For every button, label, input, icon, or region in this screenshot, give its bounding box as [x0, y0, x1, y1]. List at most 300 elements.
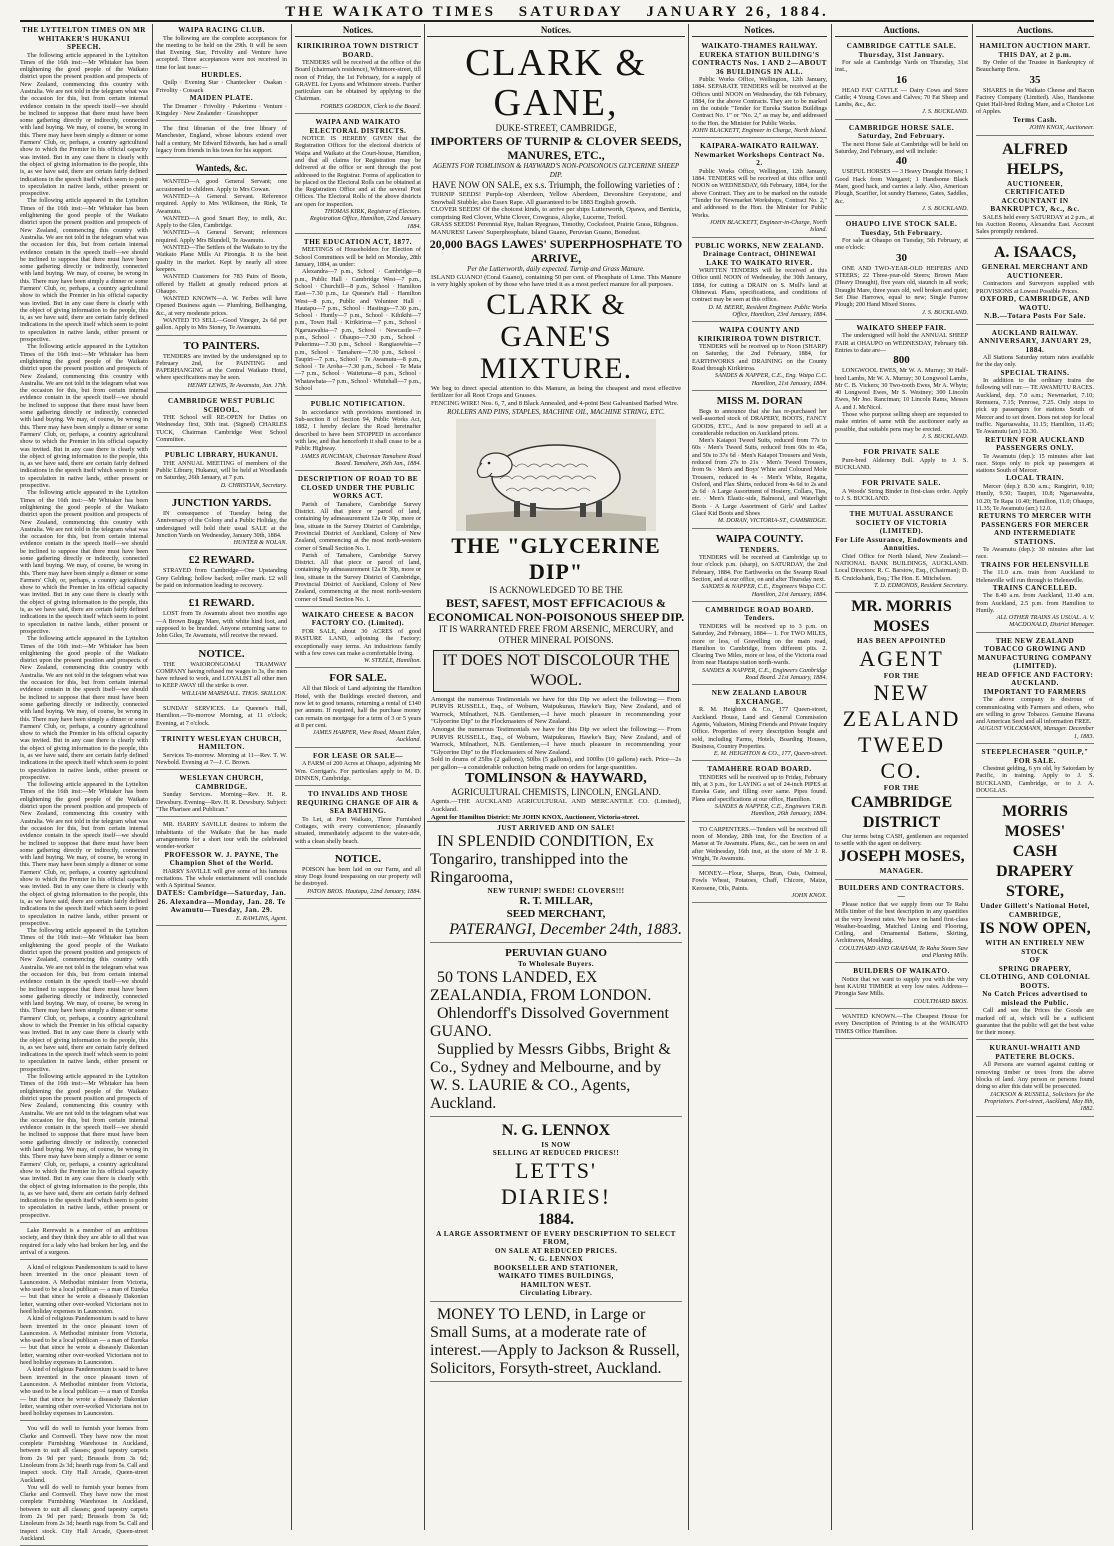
- ad-heading: WESLEYAN CHURCH, CAMBRIDGE.: [179, 774, 264, 791]
- column-notices: [295, 24, 421, 1530]
- news-text: A kind of religious Pandemonium is said to have been invented in the once pleasant town of Launceston. A Methodist minister from Victoria, who used to be a local publican — a man of Eureka — but that since he wrote a diseasely Dakonian letter, warning other over-worked Victorians not to heed holiday expenses in Launceston.: [20, 1315, 149, 1367]
- notice-ad: [295, 40, 421, 114]
- ad-heading: DIARIES!: [500, 1183, 612, 1209]
- product-clover: CLOVER SEEDS! Of the choicest kinds, to arrive per ships Lutterworth, Opawa, and Benicia, comprising Red Clover, White Clover, Cowgrass, Alsyke, Lucerne, Trefoil.: [431, 206, 681, 221]
- tender-ad: [692, 240, 827, 323]
- testimonials: Amongst the numerous Testimonials we have for this Dip we select the following:— From PURVIS RUSSELL, Esq., of Woburn, Waipukurau, Hawke's Bay, New Zealand, and of Warrock, Milnathort, N.B. Gentlemen,—I have much pleasure in recommending your "Glycerine Dip" to the Flockmasters of New Zealand.: [431, 695, 681, 726]
- ad-heading: TO INVALIDS AND THOSE REQUIRING CHANGE OF AIR & SEA BATHING.: [296, 790, 420, 816]
- lower-ads: [427, 821, 685, 1384]
- ad-text: In accordance with provisions mentioned in Sub-section 8 of Section 94, Public Works Act, 1882, I hereby declare the Road hereinafter described to have been STOPPED in accordance with law, and that henceforth it shall cease to be a Public Highway.: [295, 408, 421, 453]
- racing-intro: The following are the complete acceptances for the meeting to be held on the 29th. It will be seen that Evening Star, Frivolity and Venture have accepted. Three acceptances were not received in time for last issue:—: [156, 34, 287, 71]
- auction-ad: [835, 122, 968, 216]
- tender-ad: [692, 40, 827, 138]
- ad-heading: TAMAHERE ROAD BOARD.: [707, 765, 812, 774]
- ad-heading: BUILDERS OF WAIKATO.: [853, 967, 950, 976]
- ad-heading: CAMBRIDGE CATTLE SALE.: [846, 42, 957, 50]
- ad-text: Notice that we want to supply you with the very best KAURI TIMBER at very low rates. Address—Pirongia Saw Mills.: [835, 975, 968, 998]
- ad-heading: PERUVIAN GUANO: [505, 947, 607, 960]
- racing-title: WAIPA RACING CLUB.: [178, 26, 265, 34]
- race-name: MAIDEN PLATE.: [189, 94, 254, 103]
- ad-text: A FARM of 200 Acres at Ohaupo, adjoining Mr Wm. Corrigan's. For particulars apply to M. D. DINNEN, Cambridge.: [295, 760, 421, 782]
- ad-text: Public Works Office, Wellington, 12th January, 1884. TENDERS will be received at this office until NOON on WEDNESDAY, 6th February, 1884, for the above Contract. They are to be marked on the outside "Tender for Newmarket Workshops, Contract No. 2," and addressed to the Hon. the Minister for Public Works.: [692, 167, 827, 219]
- article-body: The following article appeared in the Lyttelton Times of the 16th inst:—Mr Whitaker has been enlightening the good people of the Waikato district upon the present position and prospects of New Zealand, commencing this country with Australia. We are not told in the telegram what was the occasion for this, but from certain internal evidence contain in the speech itself—we should be inclined to suppose that there must have been some gathering directly or indirectly, connected with land buying. We may, of course, be wrong in this. There may have been simply a dinner or some Farmers' Club, or, perhaps, a country agricultural show to which the Premier in his official capacity was invited. But in any case there is clearly with the object of giving information to the people, this is, as we have said, there are certain fairly defined indications in the speech itself which seem to point to speculation in native lands, either present or prospective.: [20, 51, 148, 198]
- product-turnip: TURNIP SEEDS! Purple-top Aberdeen, Yellow Aberdeen, Devonshire Greystone, and Snowball Stubble; also Essex Rape. All guaranteed to be 1883 English growth.: [431, 191, 681, 206]
- news-text: A kind of religious Pandemonium is said to have been invented in the once pleasant town of Launceston. A Methodist minister from Victoria, who used to be a local publican — a man of Eureka — but that since he wrote a diseasely Dakonian letter, warning other over-worked Victorians not to heed holiday expenses in Launceston.: [20, 1366, 149, 1418]
- wanted-section: [156, 160, 287, 335]
- ad-signature: JAMES HARPER, View Road, Mount Eden, Auckland.: [312, 729, 421, 744]
- column-heading: Auctions.: [976, 24, 1094, 37]
- article-body: The following article appeared in the Lyttelton Times of the 16th inst:—Mr Whitaker has been enlightening the good people of the Waikato district upon the present position and prospects of New Zealand, commencing this country with Australia. We are not told in the telegram what was the occasion for this, but from certain internal evidence contain in the speech itself—we should be inclined to suppose that there must have been some gathering directly or indirectly, connected with land buying. We may, of course, be wrong in this. There may have been simply a dinner or some Farmers' Club, or, perhaps, a country agricultural show to which the Premier in his official capacity was invited. But in any case there is clearly with the object of giving information to the people, this is, as we have said, there are certain fairly defined indications in the speech itself which seem to point to speculation in native lands, either present or prospective.: [20, 927, 148, 1073]
- auction-ad: [835, 218, 968, 320]
- ad-signature: WILLIAM MARSHALL. THOS. SKILLON.: [181, 689, 287, 697]
- tender-ad: [692, 324, 827, 391]
- ad-text: TENDERS will be received at the office of the Board (chairman's residence), Whitmore-street, till noon of Friday, the 1st February, for a supply of GRAVEL for Lyons and Whitmore streets. Further particulars can be obtained by applying to the Chairman.: [295, 59, 421, 103]
- ad-text: POISON has been laid on our Farm, and all stray Dogs found trespassing on our property will be destroyed.: [295, 865, 421, 888]
- ad-date: Tuesday, 5th February.: [860, 228, 943, 237]
- column-auctions: [835, 24, 968, 1530]
- product-fencing: FENCING WIRE! Nos. 6, 7, and 8 Black Annealed, and 4-point Best Galvanised Barbed Wire.: [431, 399, 679, 407]
- notice-ad: [295, 473, 421, 607]
- ad-heading: THE EDUCATION ACT, 1877.: [303, 237, 413, 246]
- ad-signature: ALL OTHER TRAINS AS USUAL. A. V. MACDONALD, District Manager.: [996, 614, 1094, 629]
- tender-ad: [692, 824, 827, 866]
- timber-ad: [835, 882, 968, 963]
- notice-ad: [156, 646, 287, 701]
- ad-text: Chestnut gelding, 6 yrs old, by Satordam by Pacific, in training. Apply to J. S. BUCKLAND, Cambridge, or to J. A. DOUGLAS.: [976, 765, 1094, 794]
- ad-signature: AUGUST VOLCKMANN, Manager. December 1, 1883.: [978, 725, 1094, 740]
- ad-text: All that Block of Land adjoining the Hamilton Hotel, with the Buildings erected thereon, and now let to good tenants, returning a rental of £140 per annum. If required, half the purchase money can remain on mortgage for a term of 3 or 5 years at 8 per cent.: [295, 685, 421, 729]
- ad-heading: NEW ZEALAND LABOUR EXCHANGE.: [711, 689, 808, 706]
- ad-heading: No Catch Prices advertised to mislead the Public.: [982, 990, 1088, 1007]
- ad-heading: KURANUI-WHAITI AND PATETERE BLOCKS.: [989, 1044, 1081, 1061]
- auction-ad: [835, 322, 968, 444]
- ad-signature: JOHN BLACKETT, Engineer in Charge, North Island.: [692, 127, 827, 135]
- ad-text: LOST from Te Awamutu about two months ago—A Brown Buggy Mare, with white hind foot, and supposed to be branded. Anyone returning same to John Giles, Te Awamutu, will receive the reward.: [156, 610, 287, 640]
- ad-text: 50 TONS LANDED, EX ZEALANDIA, FROM LONDON.: [430, 968, 652, 1004]
- ad-heading: AGENT: [859, 645, 944, 671]
- issue-date: JANUARY 26, 1884.: [646, 4, 829, 20]
- ad-heading: WAIPA COUNTY AND KIRIKIRIROA TOWN DISTRICT.: [697, 326, 822, 343]
- ad-list: Alexandra—7 p.m., School · Cambridge—8 p.m., Public Hall · Cambridge West—7 p.m., School · Churchill—8 p.m., School · Hamilton East—7.30 p.m., Le Quesne's Hall · Hamilton West—8 p.m., Public and Volunteer Hall · Hautapu—7 p.m., School · Hastings—7.30 p.m., School · Huntly—7 p.m., School · Kihikihi—7 p.m., Town Hall · Kirikiriroa—7 p.m., School · Ngaruawahia—7 p.m., School · Newcastle—7 p.m., School · Ohaupo—7.30 p.m., School · Pukerimu—7.30 p.m., School · Rangiaowhia—7 p.m., School · Tamahere—7.30 p.m., School · Taupiri—7 p.m., School · Te Awamutu—8 p.m., School · Te Aroha—7.30 p.m., School · Te Mata—7 p.m., School · Waitetuna—8 p.m., School · Whatawhata—7 p.m., School · Whitehall—7 p.m., School: [295, 268, 421, 393]
- ad-signature: J. S. BUCKLAND.: [922, 432, 968, 440]
- news-item: [20, 1225, 148, 1260]
- tobacco-ad: [976, 635, 1094, 744]
- ad-subheading: Newmarket Workshops Contract No. 2.: [694, 150, 825, 168]
- ad-signature: COULTHARD BROS.: [913, 997, 968, 1005]
- ad-heading: THE NEW ZEALAND TOBACCO GROWING AND MANUFACTURING COMPANY (LIMITED).: [977, 636, 1093, 671]
- ad-text: HARRY SAVILLE will give some of his famous recitations. The whole entertainment will conclude with A Spiritual Seance.: [156, 867, 287, 890]
- ad-signature: T. D. EDMONDS, Resident Secretary.: [874, 582, 968, 590]
- ad-heading: £2 REWARD.: [188, 554, 255, 567]
- ad-text: Call and see the Prices the Goods are marked off at, which will be a sufficient guarantee that the public will get the best value for their money.: [976, 1007, 1094, 1037]
- ad-text: WANTED KNOWN.—The Cheapest House for every Description of Printing is at the WAIKATO TIMES Office Hamilton.: [835, 1013, 968, 1035]
- ad-text: Please notice that we supply from our Te Rahu Mills timber of the best description in any quantities at the very lowest rates. We have on hand first-class Weather-boarding, Matched Lining and Flooring, Ceiling, and Ornamental Battens, Skirting, Architraves, Moulding.: [835, 900, 968, 945]
- tweed-ad: [835, 595, 968, 880]
- ad-heading: IS NOW: [541, 1140, 571, 1149]
- ad-subheading: For Life Assurance, Endowments and Annuities.: [835, 535, 968, 553]
- ad-heading: CLOTHING, AND COLONIAL BOOTS.: [979, 973, 1091, 990]
- ad-text: THE ANNUAL MEETING of members of the Public Library, Hukanui, will be held at Woodlands on Saturday, 26th January, at 7 p.m.: [156, 459, 287, 482]
- news-text: A kind of religious Pandemonium is said to have been invented in the once pleasant town of Launceston. A Methodist minister from Victoria, who used to be a local publican — a man of Eureka — but that since he wrote a diseasely Dakonian letter, warning other over-worked Victorians not to heed holiday expenses in Launceston.: [20, 1264, 149, 1315]
- timber-ad: [835, 965, 968, 1009]
- ad-heading: NEW TURNIP! SWEDE! CLOVERS!!!: [487, 886, 625, 895]
- ad-text: SHARES in the Waikato Cheese and Bacon Factory Company (Limited). Also, Handsome Quiet Half-bred Riding Mare, and a Choice Lot of Apples.: [976, 86, 1094, 116]
- ad-signature: SANDES & NAPPER, C.E., Engineers T.R.B. Hamilton, 26th January, 1884.: [714, 803, 827, 818]
- railway-ad: [976, 327, 1094, 633]
- ad-text: FOR SALE, about 30 ACRES of good PASTURE LAND, adjoining the Factory; exceptionally easy terms. An industrious family with a few cows can make a comfortable living.: [295, 627, 421, 657]
- ad-signature: SANDES & NAPPER, C.E., Engineers Cambridge Road Board. 21st January, 1884.: [702, 666, 827, 682]
- ad-text: WRITTEN TENDERS will be received at this Office until NOON of Wednesday, the 30th January, 1884, for cutting a DRAIN on S. Mull's land at Ohinewai. Plans, specifications, and conditions of contract may be seen at this office.: [692, 267, 827, 304]
- ad-text: Mercer (dep.): 8.30 a.m.; Rangiriri, 9.10; Huntly, 9.50; Taupiri, 10.8; Ngaruawahia, 10.20; Te Rapa 10.40; Hamilton, 11.0; Ohaupo, 11.35; Te Awamutu (arr.) 12.0.: [976, 482, 1094, 512]
- drapery-ad: [692, 393, 827, 529]
- column-rule: [831, 24, 832, 1530]
- ad-heading: JUST ARRIVED AND ON SALE!: [497, 824, 615, 833]
- ad-signature: SANDES & NAPPER, C.E., Eng. Waipa C.C. Hamilton, 21st January, 1884.: [714, 372, 827, 387]
- bags-heading: 20,000 BAGS LAWES' SUPERPHOSPHATE TO ARRIVE,: [429, 236, 683, 265]
- ad-heading: KAIPARA-WAIKATO RAILWAY.: [700, 142, 819, 151]
- ad-heading: ALFRED HELPS,: [1002, 140, 1068, 178]
- ad-heading: WAIKATO CHEESE & BACON FACTORY CO. (Limited).: [301, 610, 415, 628]
- issue-day: SATURDAY: [518, 4, 624, 20]
- ad-heading: TO PAINTERS.: [183, 339, 260, 352]
- ad-text: LONGWOOL EWES, Mr W. A. Murray; 30 Half-bred Lambs, Mr W. A. Murray; 30 Longwool Lambs, Mr C. B. Vickers; 30 Two-tooth Ewes, Mr A. Whyte; 40 Longwool Ewes, Mr S. Westney; 300 Lincoln Ewes, Mr Jno. Ranciman; 10 Lincoln Rams, Messrs A. and J. McNicol.: [835, 367, 968, 411]
- ad-heading: A LARGE ASSORTMENT OF EVERY DESCRIPTION TO SELECT FROM,: [436, 1229, 676, 1247]
- column-rule: [152, 24, 153, 1530]
- notice-ad: [295, 116, 421, 234]
- ad-heading: HAMILTON WEST.: [520, 1280, 592, 1289]
- news-item: [20, 1423, 148, 1546]
- ad-heading: FOR PRIVATE SALE: [863, 448, 940, 457]
- column-heading: Notices.: [427, 24, 685, 37]
- library-ad: [156, 449, 287, 493]
- ad-text: ONE AND TWO-YEAR-OLD HEIFERS AND STEERS; 22 Three-year-old Steers; Brown Mare (Heavy Draught), five years old, staunch in all work; Draught Mare, three years old, well broken and quiet; Set Dise Harrows, equal to new; Single Furrow Plough; 200 Hand Mixed Stores.: [835, 264, 968, 309]
- timber-warning-ad: [976, 1042, 1094, 1116]
- ad-heading: AUCKLAND RAILWAY.: [991, 328, 1079, 337]
- lot-count: 35: [1029, 73, 1041, 86]
- ad-text: All Stations Saturday return rates available for the day only.: [976, 354, 1094, 369]
- ad-heading: DRAPERY STORE,: [996, 863, 1074, 901]
- ad-text: Services To-morrow. Morning at 11—Rev. T. W. Newbold. Evening at 7—J. C. Brown.: [156, 751, 287, 767]
- sizes: Sold in drums of 25lbs (2 gallons), 50lbs (5 gallons), and 100lbs (10 gallons) each. Price—2s per gallon—a considerable reduction being made on orders for large quantities.: [431, 756, 681, 771]
- ad-heading: IS NOW OPEN,: [979, 920, 1091, 938]
- section-heading: Wanteds, &c.: [156, 162, 287, 175]
- ad-signature: COULTHARD AND GRAHAM, Te Rahu Steam Saw and Planing Mills.: [839, 944, 968, 960]
- ad-dates: DATES: Cambridge—Saturday, Jan. 26. Alexandra—Monday, Jan. 28. Te Awamutu—Tuesday, Jan. 29.: [156, 889, 287, 915]
- ad-date: THIS DAY, at 2 p.m.: [998, 50, 1072, 59]
- ad-heading: DESCRIPTION OF ROAD TO BE CLOSED UNDER THE PUBLIC WORKS ACT.: [297, 475, 419, 501]
- notice-ad: [295, 609, 421, 668]
- advertiser-name: CLARK & GANE,: [465, 42, 647, 124]
- ad-text: The above company is desirous of communicating with Farmers and others, who are willing to grow Tobacco. Genuine Havana and American Seed and all information FREE.: [976, 696, 1094, 726]
- ad-signature: SANDES & NAPPER, C.E., Engineers Waipa C.C. Hamilton, 21st January, 1884.: [701, 583, 827, 598]
- sale-ad: [835, 446, 968, 475]
- wanted-ad: WANTED TO SELL—Good Vineger, 2s 6d per gallon. Apply to Mrs Stoney, Te Awamutu.: [156, 317, 287, 332]
- wanted-ad: WANTED—A General Servant; references required. Apply Mrs Blundell, Te Awamutu.: [156, 229, 287, 244]
- ad-heading: £1 REWARD.: [188, 597, 255, 610]
- column-rule: [424, 24, 425, 1530]
- ad-text: TENDERS will be received at Cambridge up to four o'clock p.m. (sharp), on SATURDAY, the 2nd February, 1884. For Earthworks on the Swamp Road Section, and at our office, on and after Thursday next.: [692, 554, 827, 584]
- news-text: Lake Rerewahi is a member of an ambitious society, and they think they are able to all that was required for a lady who had broken her leg, and the arrival of a surgeon.: [20, 1227, 148, 1256]
- product-rollers: ROLLERS AND PINS, STAPLES, MACHINE OIL, MACHINE STRING, ETC.: [447, 407, 665, 416]
- ad-heading: OXFORD, CAMBRIDGE, AND WAOTU.: [979, 295, 1091, 312]
- maker-name: TOMLINSON & HAYWARD,: [465, 771, 647, 787]
- ad-heading: TRAINS FOR HELENSVILLE: [980, 560, 1090, 569]
- ad-heading: CASH: [1012, 843, 1058, 861]
- ad-text: Te Awamutu (dep.): 15 minutes after last race. Stops only to pick up passengers at stations South of Mercer.: [976, 452, 1094, 475]
- ad-heading: PUBLIC LIBRARY, HUKANUI.: [164, 451, 279, 460]
- church-ad: [156, 733, 287, 771]
- race-entries: The Dreamer · Frivolity · Pukerimu · Venture · Kingsley · New Zealander · Grasshopper: [156, 102, 287, 117]
- ad-text: STRAYED from Cambridge—One Upstanding Grey Gelding; hollow backed; roller mark. £2 will be paid on information leading to recovery.: [156, 567, 287, 590]
- ad-text: R. M. Heighton & Co., 177 Queen-street, Auckland. House, Land and General Commission Agents, Valuators, Mining Friends and Private Inquiry Office. Properties of every description bought and sold, including Farms, Hotels, Boarding Houses, Business, Country Properties.: [692, 706, 827, 750]
- lower-left-ads: [427, 822, 685, 1384]
- ad-heading: LETTS': [515, 1157, 597, 1183]
- millar-ad: [430, 822, 682, 943]
- ad-text: Contractors and Surveyors supplied with PROVISIONS at Lowest Possible Prices.: [976, 280, 1094, 295]
- labour-ad: [692, 687, 827, 761]
- ad-heading: SPRING DRAPERY,: [998, 964, 1072, 973]
- ad-text: IN SPLENDID CONDITION, Ex Tongariro, transhipped into the Ringarooma,: [430, 832, 654, 886]
- tender-ad: [692, 531, 827, 602]
- product-island-guano: ISLAND GUANO! (Coral Guano), containing 50 per cent. of Phosphate of Lime. This Manure is very highly spoken of by those who have tried it as a most perfect manure for all purposes.: [431, 273, 681, 289]
- ad-heading: OF: [1029, 956, 1041, 965]
- ad-heading: JUNCTION YARDS.: [171, 496, 272, 509]
- ad-text: TENDERS are invited by the undersigned up to February 2nd, for PAINTING and PAPERHANGING at the Central Waikato Hotel, where specifications may be seen.: [156, 352, 287, 382]
- lennox-ad: [430, 1119, 682, 1302]
- ad-heading: BUILDERS AND CONTRACTORS.—: [838, 883, 965, 901]
- column-clark-gane: [427, 24, 685, 1530]
- ad-signature: E. M. HEIGHTON & CO., 177, Queen-street.: [713, 750, 827, 758]
- ad-signature: JOHN KNOX.: [791, 892, 827, 900]
- testimonials: Amongst the numerous Testimonials we have for this Dip we select the following:— From PURVIS RUSSELL, Esq., of Woburn, Waipukurau, Hawke's Bay, New Zealand, and of Warrock, Milnathort, N.B. Gentlemen,—I have much pleasure in recommending your "Glycerine Dip" to the Flockmasters of New Zealand.: [431, 725, 681, 756]
- ad-signature: J. S. BUCKLAND.: [922, 108, 968, 116]
- ad-signature: E. RAWLINS, Agent.: [235, 914, 287, 922]
- ad-text: Sunday Services. Morning—Rev. H. R. Dewsbury. Evening—Rev. H. R. Dewsbury. Subject: "The Pharisee and Publican.": [156, 791, 287, 814]
- ad-text: Supplied by Messrs Gibbs, Bright & Co., Sydney and Melbourne, and by W. S. LAURIE & CO., Agents, Auckland.: [430, 1040, 671, 1112]
- ad-heading: CAMBRIDGE,: [1008, 910, 1062, 919]
- race-entries: Quilp · Evening Star · Chantecleer · Osakan · Frivolity · Cossack: [156, 79, 287, 94]
- article-title: THE LYTTELTON TIMES ON MR WHITAKER'S HUKANUI SPEECH.: [22, 26, 146, 51]
- ad-text: Parish of Tamahere, Cambridge Survey District. All that piece or parcel of land, containing by admeasurement 12a 0r 30p, more or less, situate in the Survey District of Cambridge, Provincial District of Auckland, Colony of New Zealand, commencing at the most north-western corner of Small Section No. 1.: [295, 500, 421, 552]
- lot-count: 40: [896, 155, 907, 168]
- ad-heading: NOTICE.: [334, 852, 382, 865]
- school-ad: [156, 395, 287, 447]
- ad-heading: RETURN FOR AUCKLAND PASSENGERS ONLY.: [985, 435, 1085, 453]
- column-racing: [156, 24, 287, 1530]
- ad-heading: OHAUPO LIVE STOCK SALE.: [845, 220, 958, 229]
- ad-text: Ohlendorff's Dissolved Government GUANO.: [430, 1004, 669, 1040]
- article-body: The following article appeared in the Lyttelton Times of the 16th inst:—Mr Whitaker has been enlightening the good people of the Waikato district upon the present position and prospects of New Zealand, commencing this country with Australia. We are not told in the telegram what was the occasion for this, but from certain internal evidence contain in the speech itself—we should be inclined to suppose that there must have been some gathering directly or indirectly, connected with land buying. We may, of course, be wrong in this. There may have been simply a dinner or some Farmers' Club, or, perhaps, a country agricultural show to which the Premier in his official capacity was invited. But in any case there is clearly with the object of giving information to the people, this is, as we have said, there are certain fairly defined indications in the speech itself which seem to point to speculation in native lands, either present or prospective.: [20, 635, 148, 781]
- news-text: You will do well to furnish your homes from Clarke and Cornwell. They have now the most complete Furnishing Warehouse in Auckland, between to suit all classes; good tapestry carpets from 2s 9d per yard; Brussels from 3s 6d; Linoleum from 2s 3d; hearth rugs from 5s. Call and inspect stock. City Hall Arcade, Queen-street Auckland.: [20, 1425, 148, 1484]
- column-notices-2: [692, 24, 827, 1530]
- ad-signature: JACKSON & RUSSELL, Solicitors for the Proprietors. Fort-street, Auckland, May 8th, 1882.: [984, 1090, 1094, 1113]
- race-name: HURDLES.: [201, 70, 242, 79]
- ad-text: MR. HARRY SAVILLE desires to inform the inhabitants of the Waikato that he has made arrangements for a short tour with the celebrated wonder-worker: [156, 821, 287, 851]
- ad-heading: THE MUTUAL ASSURANCE SOCIETY OF VICTORIA (LIMITED).: [849, 510, 954, 536]
- church-ad: [156, 772, 287, 817]
- ad-heading: WAIKATO SHEEP FAIR.: [856, 323, 947, 332]
- ad-heading: R. T. MILLAR,: [519, 895, 593, 908]
- ad-signature: FORBES GORDON, Clerk to the Board.: [320, 102, 421, 110]
- ad-heading: CAMBRIDGE HORSE SALE.: [848, 123, 955, 132]
- column-heading: Auctions.: [835, 24, 968, 37]
- money-ad: [430, 1304, 682, 1382]
- ad-heading: MANAGER.: [879, 867, 924, 876]
- wanted-ad: WANTED Customers for 783 Pairs of Boots, offered by Hallett at greatly reduced prices at Ohaupo.: [156, 273, 287, 295]
- ad-text: MEETINGS of Householders for Election of School Committees will be held on Monday, 28th January, 1884, as under:: [295, 246, 421, 269]
- lot-count: 16: [896, 73, 907, 86]
- ad-subheading: ANNIVERSARY, JANUARY 29, 1884.: [978, 337, 1092, 354]
- ad-signature: JOHN KNOX, Auctioneer.: [1029, 124, 1094, 132]
- wool-banner: IT DOES NOT DISCOLOUR THE WOOL.: [433, 650, 679, 692]
- ad-text: For sale at Cambridge Yards on Thursday, 31st inst.,: [835, 59, 968, 74]
- agents-hamilton: Agent for Hamilton District: Mr JOHN KNOX, Auctioneer, Victoria-street.: [431, 813, 640, 821]
- ad-signature: JOHN BLACKETT, Engineer-in-Charge, North Island.: [709, 218, 827, 234]
- article-body: The following article appeared in the Lyttelton Times of the 16th inst:—Mr Whitaker has been enlightening the good people of the Waikato district upon the present position and prospects of New Zealand, commencing this country with Australia. We are not told in the telegram what was the occasion for this, but from certain internal evidence contain in the speech itself—we should be inclined to suppose that there must have been some gathering directly or indirectly, connected with land buying. We may, of course, be wrong in this. There may have been simply a dinner or some Farmers' Club, or, perhaps, a country agricultural show to which the Premier in his official capacity was invited. But in any case there is clearly with the object of giving information to the people, this is, as we have said, there are certain fairly defined indications in the speech itself which seem to point to speculation in native lands, either present or prospective.: [20, 343, 148, 490]
- notice-ad: [295, 236, 421, 396]
- ad-subheading: Tenders.: [744, 614, 775, 623]
- article-body: The following article appeared in the Lyttelton Times of the 16th inst:—Mr Whitaker has been enlightening the good people of the Waikato district upon the present position and prospects of New Zealand, commencing this country with Australia. We are not told in the telegram what was the occasion for this, but from certain internal evidence contain in the speech itself—we should be inclined to suppose that there must have been some gathering directly or indirectly, connected with land buying. We may, of course, be wrong in this. There may have been simply a dinner or some Farmers' Club, or, perhaps, a country agricultural show to which the Premier in his official capacity was invited. But in any case there is clearly with the object of giving information to the people, this is, as we have said, there are certain fairly defined indications in the speech itself which seem to point to speculation in native lands, either present or prospective.: [20, 197, 148, 344]
- tender-ad: [692, 604, 827, 685]
- paper-name: THE WAIKATO TIMES: [285, 4, 496, 20]
- ad-text: NOTICE IS HEREBY GIVEN that the Registration Offices for the electoral districts of Waipa and Waikato at the Court-house, Hamilton, and that all claims for Registration may be delivered at the office or sent through the post addressed to the Registrar. Forms of application to be placed on the Electoral Rolls can be obtained at the Registration Office and at the several Post Offices. The Electoral Rolls of the above districts are open for inspection.: [295, 135, 421, 208]
- notice-ad: [295, 851, 421, 899]
- ad-text: A Woods' String Binder in first-class order. Apply to J. S. BUCKLAND.: [835, 487, 968, 503]
- column-auctions-2: [976, 24, 1094, 1530]
- ad-signature: D. CHRISTIAN, Secretary.: [220, 481, 287, 489]
- wanted-ad: WANTED—A good Smart Boy, to milk, &c. Apply to the Glen, Cambridge.: [156, 214, 287, 230]
- ad-text: HEAD FAT CATTLE — Dairy Cows and Store Cattle; 4 Young Cows and Calves; 70 Fat Sheep and Lambs, &c., &c.: [835, 86, 968, 109]
- advertiser-tagline: IMPORTERS OF TURNIP & CLOVER SEEDS, MANURES, ETC.,: [430, 134, 682, 162]
- agents-auckland: Agents.—THE AUCKLAND AGRICULTURAL AND MERCANTILE CO. (Limited), Auckland.: [431, 798, 681, 814]
- product-manures: MANURES! Lawes' Superphosphate, Island Guano, Peruvian Guano, Bonedust.: [431, 228, 641, 236]
- article: [20, 24, 148, 1223]
- ad-heading: HAMILTON AUCTION MART.: [979, 42, 1091, 50]
- racing-club: [156, 24, 287, 121]
- assurance-ad: [835, 508, 968, 593]
- ad-heading: WAIKATO TIMES BUILDINGS,: [498, 1272, 614, 1281]
- ad-heading: MISS M. DORAN: [716, 394, 803, 407]
- ad-heading: FOR THE: [883, 671, 920, 680]
- ad-text: MONEY.—Flour, Sharps, Bran, Oats, Oatmeal, Fowls Wheat, Potatoes, Chaff, Chicore, Maize, Kerosene, Oils, Paints.: [692, 870, 827, 892]
- sheep-illustration: [456, 419, 656, 531]
- ad-subheading: Drainage Contract, OHINEWAI LAKE TO WAIKATO RIVER.: [702, 250, 817, 267]
- article-body: The following article appeared in the Lyttelton Times of the 16th inst:—Mr Whitaker has been enlightening the good people of the Waikato district upon the present position and prospects of New Zealand, commencing this country with Australia. We are not told in the telegram what was the occasion for this, but from certain internal evidence contain in the speech itself—we should be inclined to suppose that there must have been some gathering directly or indirectly, connected with land buying. We may, of course, be wrong in this. There may have been simply a dinner or some Farmers' Club, or, perhaps, a country agricultural show to which the Premier in his official capacity was invited. But in any case there is clearly with the object of giving information to the people, this is, as we have said, there are certain fairly defined indications in the speech itself which seem to point to speculation in native lands, either present or prospective.: [20, 781, 148, 927]
- ad-signature: JAMES RUNCIMAN, Chairman Tamahere Road Board. Tamahere, 26th Jan., 1884.: [300, 452, 421, 467]
- horse-sale-ad: [976, 746, 1094, 798]
- glycerine-ack: IS ACKNOWLEDGED TO BE THE: [489, 584, 623, 595]
- drapery-store-ad: [976, 800, 1094, 1040]
- column-heading: Notices.: [295, 24, 421, 37]
- tender-ad: [692, 763, 827, 821]
- ad-heading: HAS BEEN APPOINTED: [857, 637, 946, 646]
- mixture-heading: CLARK & GANE'S MIXTURE.: [479, 287, 633, 385]
- product-grass: GRASS SEEDS! Perennial Rye, Italian Ryegrass, Timothy, Cocksfoot, Prairie Grass, Ribgrass.: [431, 221, 679, 229]
- ad-heading: WITH AN ENTIRELY NEW STOCK: [985, 939, 1085, 956]
- ad-signature: PATON BROS. Hautapu, 22nd January, 1884.: [307, 887, 421, 895]
- painters-ad: [156, 338, 287, 393]
- ad-heading: PROFESSOR W. J. PAYNE, The Champion Shot of the World.: [164, 850, 279, 868]
- ad-heading: WAIPA AND WAIKATO ELECTORAL DISTRICTS.: [309, 118, 407, 135]
- ad-subheading: TENDERS.: [739, 545, 780, 554]
- ad-signature: PATERANGI, December 24th, 1883.: [449, 921, 682, 939]
- notice-ad: [295, 670, 421, 747]
- ad-text: Parish of Tamahere, Cambridge Survey District. All that piece or parcel of land, containing by admeasurement 12a 0r 30p, more or less, situate in the Survey District of Cambridge, Provincial District of Auckland, Colony of New Zealand, commencing at the most north-western corner of Small Section No. 1.: [295, 551, 421, 603]
- ad-heading: SELLING AT REDUCED PRICES!!: [492, 1149, 620, 1158]
- ad-heading: Under Gillett's National Hotel,: [980, 902, 1090, 911]
- ad-text: Pure-bred Alderney Bull. Apply to J. S. BUCKLAND.: [835, 456, 968, 471]
- ad-text: USEFUL HORSES — 3 Heavy Draught Horses; 1 Good Hack from Wangarei; 1 Handsome Black Mare, good hack, and carries a lady. Also, American Plough, Scarifier, lot sundry Harness, Gates, Saddles, &c.: [835, 168, 968, 205]
- column-rule: [972, 24, 973, 1530]
- reward-ad: [156, 552, 287, 593]
- ad-text: Those who purpose selling sheep are requested to make entries of same with the auctioneer early as possible, that suitable pens may be erected.: [835, 411, 968, 433]
- ad-text: Public Works Office, Wellington, 12th January, 1884. SEPARATE TENDERS will be received at the Offices until NOON on Wednesday, the 6th February, 1884, for the above Contracts. They are to be marked on the outside "Tender for Eureka Station Buildings Contract No. 1" or "No. 2," as may be, and addressed to the Hon. the Minister for Public Works.: [692, 76, 827, 127]
- ad-heading: N. G. LENNOX: [528, 1255, 584, 1264]
- maker-sub: AGRICULTURAL CHEMISTS, LINCOLN, ENGLAND.: [451, 787, 661, 798]
- ad-heading: FOR THE: [883, 784, 920, 793]
- ad-signature: M. DORAN, VICTORIA-ST., CAMBRIDGE.: [717, 517, 827, 525]
- ad-text: The undersigned will hold the ANNUAL SHEEP FAIR at OHAUPO on WEDNESDAY, February 6th. Entries to date are—: [835, 332, 968, 354]
- ad-signature: W. STEELE, Hamilton.: [363, 657, 421, 665]
- ad-text: To Let, at Port Waikato, Three Furnished Cottages, with every convenience; pleasantly situated, immediately adjacent to the water-side, with a clean shelly beach.: [295, 815, 421, 845]
- ad-text: SALES held every SATURDAY at 2 p.m., at his Auction Rooms, Alexandra East. Account Sales promptly rendered.: [976, 213, 1094, 236]
- ad-signature: HUNTER & NOLAN.: [233, 539, 287, 547]
- ad-heading: FOR PRIVATE SALE.: [862, 479, 941, 488]
- ad-heading: IMPORTANT TO FARMERS: [983, 687, 1087, 696]
- ad-text: MONEY TO LEND, in Large or Small Sums, at a moderate rate of interest.—Apply to Jackson & Russell, Solicitors, Forsyth-street, Auckland.: [430, 1305, 680, 1377]
- ad-subheading: EUREKA STATION BUILDING'S CONTRACTS Nos. 1 AND 2—ABOUT 36 BUILDINGS IN ALL.: [692, 50, 827, 76]
- guano-ad: [430, 945, 682, 1117]
- auction-ad: [976, 40, 1094, 136]
- news-item: [156, 123, 287, 158]
- ad-heading: PUBLIC WORKS, NEW ZEALAND.: [695, 241, 824, 250]
- reward-ad: [156, 595, 287, 643]
- ad-text: TO CARPENTERS.—Tenders will be received till noon of Monday, 28th inst, for the Erection of a Manse at Te Awamutu. Plans, &c., can be seen on and after Wednesday, 16th inst, at the store of Mr J. R. Wright, Te Awamutu.: [692, 825, 827, 862]
- ad-heading: N. G. LENNOX: [501, 1121, 611, 1139]
- ad-heading: RETURNS TO MERCER WITH PASSENGERS FOR MERCER AND INTERMEDIATE STATIONS.: [978, 512, 1092, 546]
- ad-heading: CAMBRIDGE ROAD BOARD.: [705, 605, 814, 614]
- ad-heading: MORRIS MOSES': [1002, 803, 1068, 841]
- ad-heading: JOSEPH MOSES,: [838, 848, 965, 866]
- ad-date: Thursday, 31st January.: [858, 50, 945, 59]
- ad-text: THE WAIORONGOMAI TRAMWAY COMPANY having refused me wages to 3s, the men have refused to work, and LOYALIST all other men to KEEP AWAY till the strike is over.: [156, 660, 287, 690]
- ad-text: SUNDAY SERVICES. Le Queene's Hall, Hamilton.—To-morrow Morning, at 11 o'clock; Evening, at 7 o'clock.: [156, 705, 287, 727]
- ad-heading: TRINITY WESLEYAN CHURCH, HAMILTON.: [161, 734, 282, 752]
- ad-text: The next Horse Sale at Cambridge will be held on Saturday, 2nd February, and will include:: [835, 140, 968, 156]
- ad-heading: TRAINS CANCELLED.: [992, 583, 1078, 592]
- notice-ad: [295, 788, 421, 849]
- ad-heading: NEW ZEALAND: [842, 680, 961, 732]
- column-rule: [291, 24, 292, 1530]
- ad-heading: 1884.: [538, 1210, 574, 1228]
- glycerine-heading: THE "GLYCERINE DIP": [451, 532, 661, 584]
- wanted-ad: WANTED—A good General Servant; one accustomed to children. Apply to Mrs Cowan.: [156, 178, 287, 193]
- ad-signature: J. S. BUCKLAND.: [922, 204, 968, 212]
- ad-signature: HENRY LEWIS, Te Awamutu, Jan. 17th.: [187, 381, 287, 389]
- ad-heading: Circulating Library.: [519, 1289, 593, 1298]
- ad-text: All Persons are warned against cutting or removing timber or trees from the above blocks of land. Any person or persons found doing so after this date will be prosecuted.: [976, 1061, 1094, 1091]
- lot-count: 30: [896, 251, 907, 264]
- sale-intro: HAVE NOW ON SALE, ex s.s. Triumph, the following varieties of :: [432, 180, 680, 190]
- advertiser-agents: AGENTS FOR TOMLINSON & HAYWARD'S NON-POISONOUS GLYCERINE SHEEP DIP.: [432, 162, 680, 179]
- sale-ad: [835, 477, 968, 506]
- ad-text: THE School will RE-OPEN for Duties on Wednesday first, 30th inst. (Signed) CHARLES TUCK, Chairman Cambridge West School Committee.: [156, 414, 287, 443]
- ad-text: By Order of the Trustee in Bankruptcy of Beauchamp Bros.: [976, 59, 1094, 74]
- wanted-ad: WANTED KNOWN—A. W. Ferbes will have Opened Business again — Plumbing, Bellhanging, &c., at very moderate prices.: [156, 295, 287, 317]
- ad-heading: ON SALE AT REDUCED PRICES.: [494, 1246, 618, 1255]
- ad-text: Our terms being CASH, gentlemen are requested to settle with the agent on delivery.: [835, 832, 968, 848]
- ad-text: The 8.40 a.m. from Auckland, 11.40 a.m. from Auckland, 2.5 p.m. from Hamilton to Huntly.: [976, 592, 1094, 614]
